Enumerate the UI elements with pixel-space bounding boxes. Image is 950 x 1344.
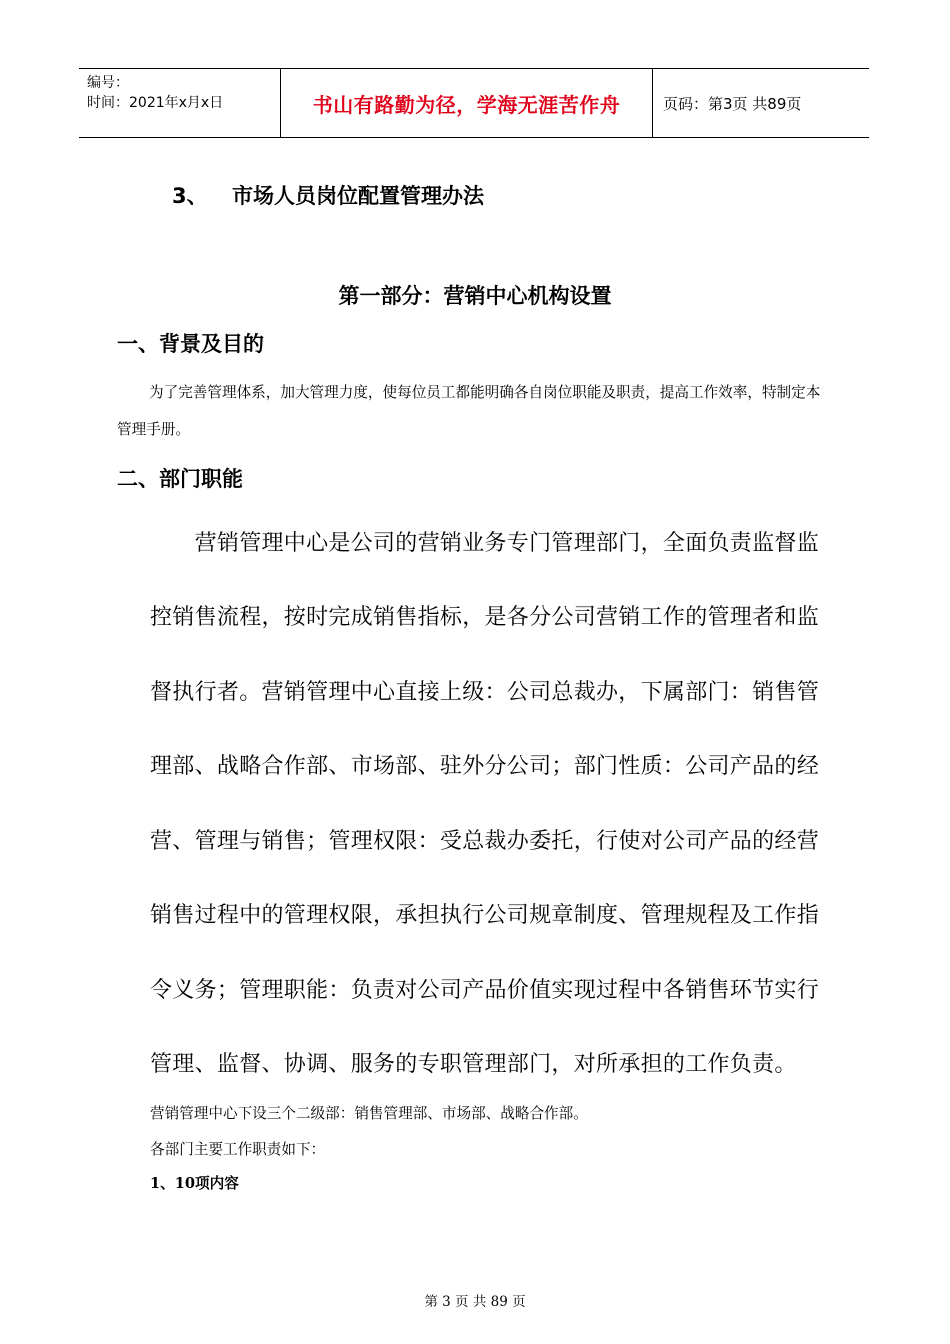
sub-departments-text: 营销管理中心下设三个二级部：销售管理部、市场部、战略合作部。 [150, 1105, 588, 1122]
page-header-table [79, 68, 869, 138]
header-meta-cell [79, 69, 281, 137]
section-number: 3、 [172, 184, 208, 208]
paragraph-line: 营、管理与销售；管理权限：受总裁办委托，行使对公司产品的经营 [150, 829, 820, 854]
background-heading: 一、背景及目的 [117, 332, 264, 356]
paragraph-line: 理部、战略合作部、市场部、驻外分公司；部门性质：公司产品的经 [150, 754, 820, 779]
background-paragraph [117, 374, 833, 448]
paragraph-line: 管理、监督、协调、服务的专职管理部门，对所承担的工作负责。 [150, 1052, 797, 1077]
paragraph-line: 营销管理中心是公司的营销业务专门管理部门，全面负责监督监 [150, 531, 820, 556]
page-footer: 第 3 页 共 89 页 [424, 1294, 526, 1310]
header-motto-cell [281, 69, 653, 137]
document-time: 时间：2021年x月x日 [87, 95, 224, 111]
section-title: 市场人员岗位配置管理办法 [232, 184, 484, 208]
paragraph-line: 督执行者。营销管理中心直接上级：公司总裁办，下属部门：销售管 [150, 680, 820, 705]
background-text: 为了完善管理体系，加大管理力度，使每位员工都能明确各自岗位职能及职责，提高工作效率，特制定本管理手册。 [117, 384, 821, 438]
header-motto: 书山有路勤为径，学海无涯苦作舟 [312, 92, 621, 117]
paragraph-line: 令义务；管理职能：负责对公司产品价值实现过程中各销售环节实行 [150, 978, 820, 1003]
document-number: 编号： [87, 75, 129, 91]
paragraph-line: 控销售流程，按时完成销售指标，是各分公司营销工作的管理者和监 [150, 605, 820, 630]
header-page-info: 页码：第3页 共89页 [663, 94, 802, 113]
duty-item-1: 1、10项内容 [150, 1175, 239, 1192]
duties-intro-text: 各部门主要工作职责如下： [150, 1141, 326, 1158]
paragraph-line: 销售过程中的管理权限，承担执行公司规章制度、管理规程及工作指 [150, 903, 820, 928]
part-title: 第一部分：营销中心机构设置 [338, 284, 612, 308]
header-page-cell [653, 69, 869, 137]
department-heading: 二、部门职能 [117, 467, 243, 491]
